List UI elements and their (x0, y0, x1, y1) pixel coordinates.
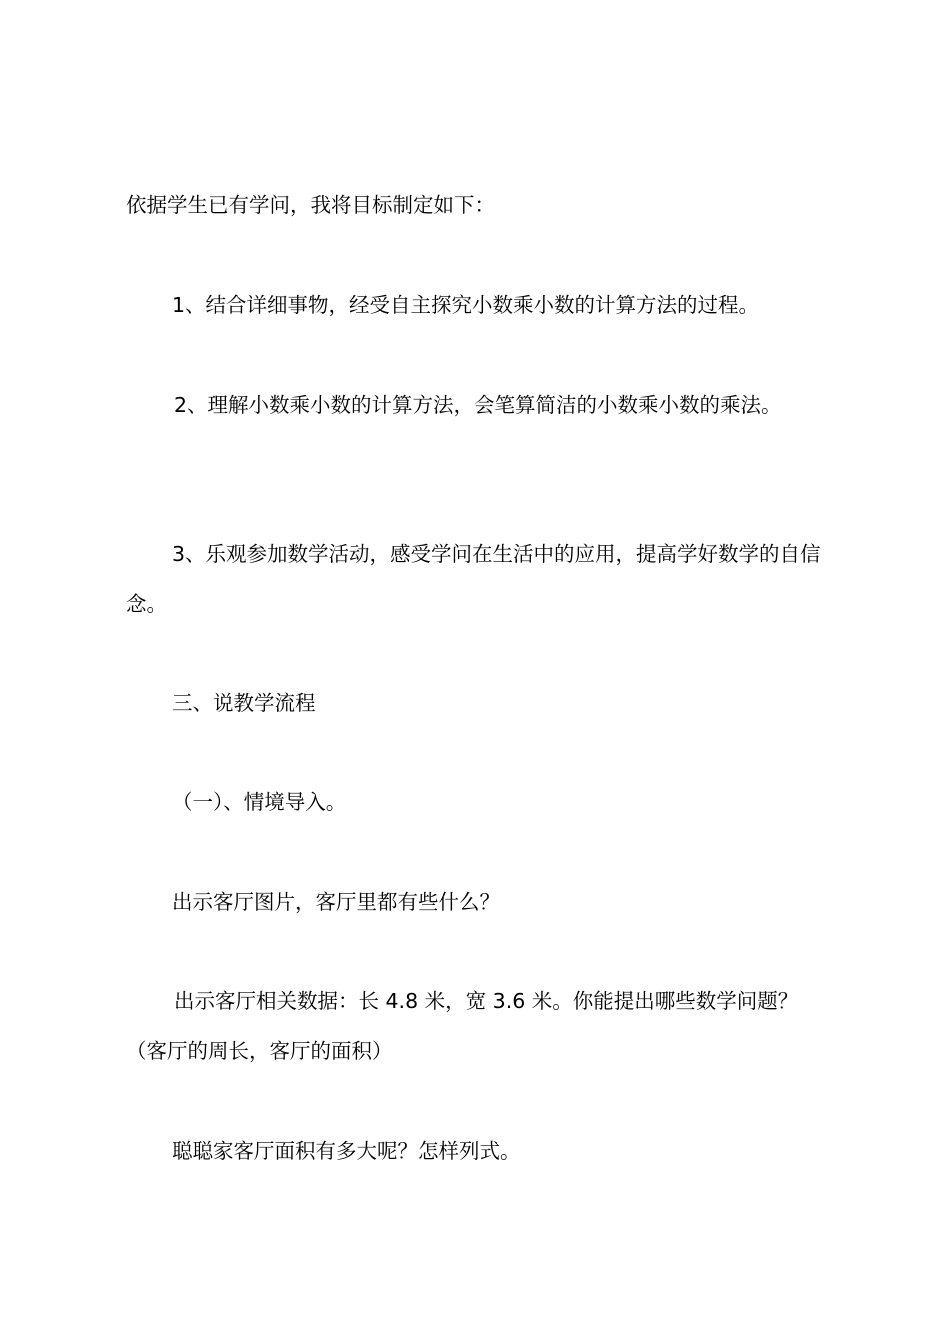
subsection-heading: （一）、情境导入。 (172, 790, 347, 814)
intro-paragraph: 依据学生已有学问，我将目标制定如下： (126, 193, 495, 217)
question-paragraph: 聪聪家客厅面积有多大呢？怎样列式。 (172, 1139, 521, 1163)
goal-item-2: 2、理解小数乘小数的计算方法，会笔算简洁的小数乘小数的乘法。 (174, 393, 782, 417)
section-heading: 三、说教学流程 (172, 691, 316, 715)
data-paragraph: 出示客厅相关数据：长 4.8 米，宽 3.6 米。你能提出哪些数学问题？（客厅的周长，客厅的面积） (126, 989, 799, 1063)
scene-paragraph: 出示客厅图片，客厅里都有些什么？ (172, 890, 500, 914)
goal-item-1: 1、结合详细事物，经受自主探究小数乘小数的计算方法的过程。 (172, 293, 760, 317)
goal-item-3: 3、乐观参加数学活动，感受学问在生活中的应用，提高学好数学的自信念。 (126, 542, 821, 616)
